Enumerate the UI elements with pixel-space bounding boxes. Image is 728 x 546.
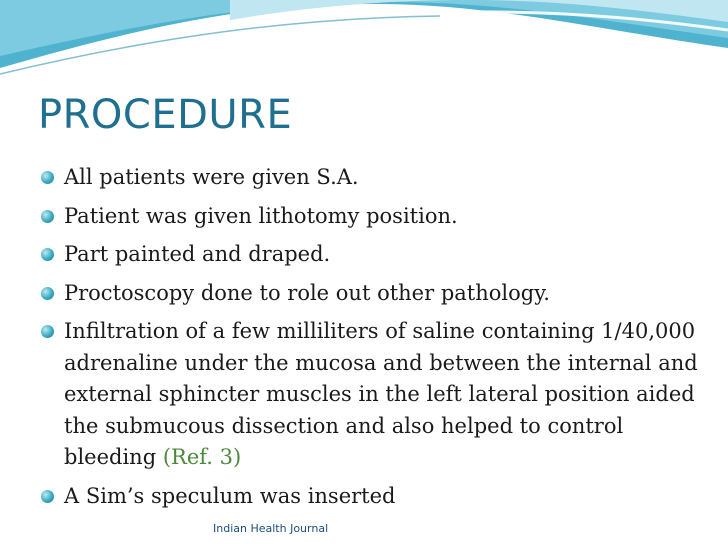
bullet-item — [40, 162, 710, 194]
bullet-text: Proctoscopy done to role out other pathology. — [64, 280, 550, 305]
bullet-dot-icon — [41, 171, 54, 184]
bullet-text: Part painted and draped. — [64, 242, 331, 266]
header-wave-decoration — [0, 0, 728, 90]
bullet-item — [40, 278, 710, 310]
bullet-item — [40, 316, 710, 474]
bullet-dot-icon — [41, 287, 54, 300]
bullet-dot-icon — [41, 248, 54, 261]
slide-title: PROCEDURE — [38, 92, 293, 138]
bullet-dot-icon — [41, 325, 54, 338]
bullet-text: A Sim’s speculum was inserted — [64, 483, 396, 508]
bullet-text: All patients were given S.A. — [64, 165, 359, 189]
bullet-dot-icon — [41, 210, 54, 223]
bullet-item — [40, 481, 710, 513]
reference-citation: (Ref. 3) — [162, 445, 242, 469]
bullet-list — [40, 162, 710, 519]
bullet-dot-icon — [41, 490, 54, 503]
bullet-item — [40, 239, 710, 271]
bullet-item — [40, 201, 710, 233]
bullet-text: Infiltration of a few milliliters of saline containing 1/40,000 adrenaline under the mucosa and between the internal and external sphincter muscles in the left lateral position aided the submucous dissection and also helped to control bleeding — [64, 319, 698, 469]
footer-source: Indian Health Journal — [213, 522, 329, 535]
bullet-text: Patient was given lithotomy position. — [64, 203, 458, 228]
